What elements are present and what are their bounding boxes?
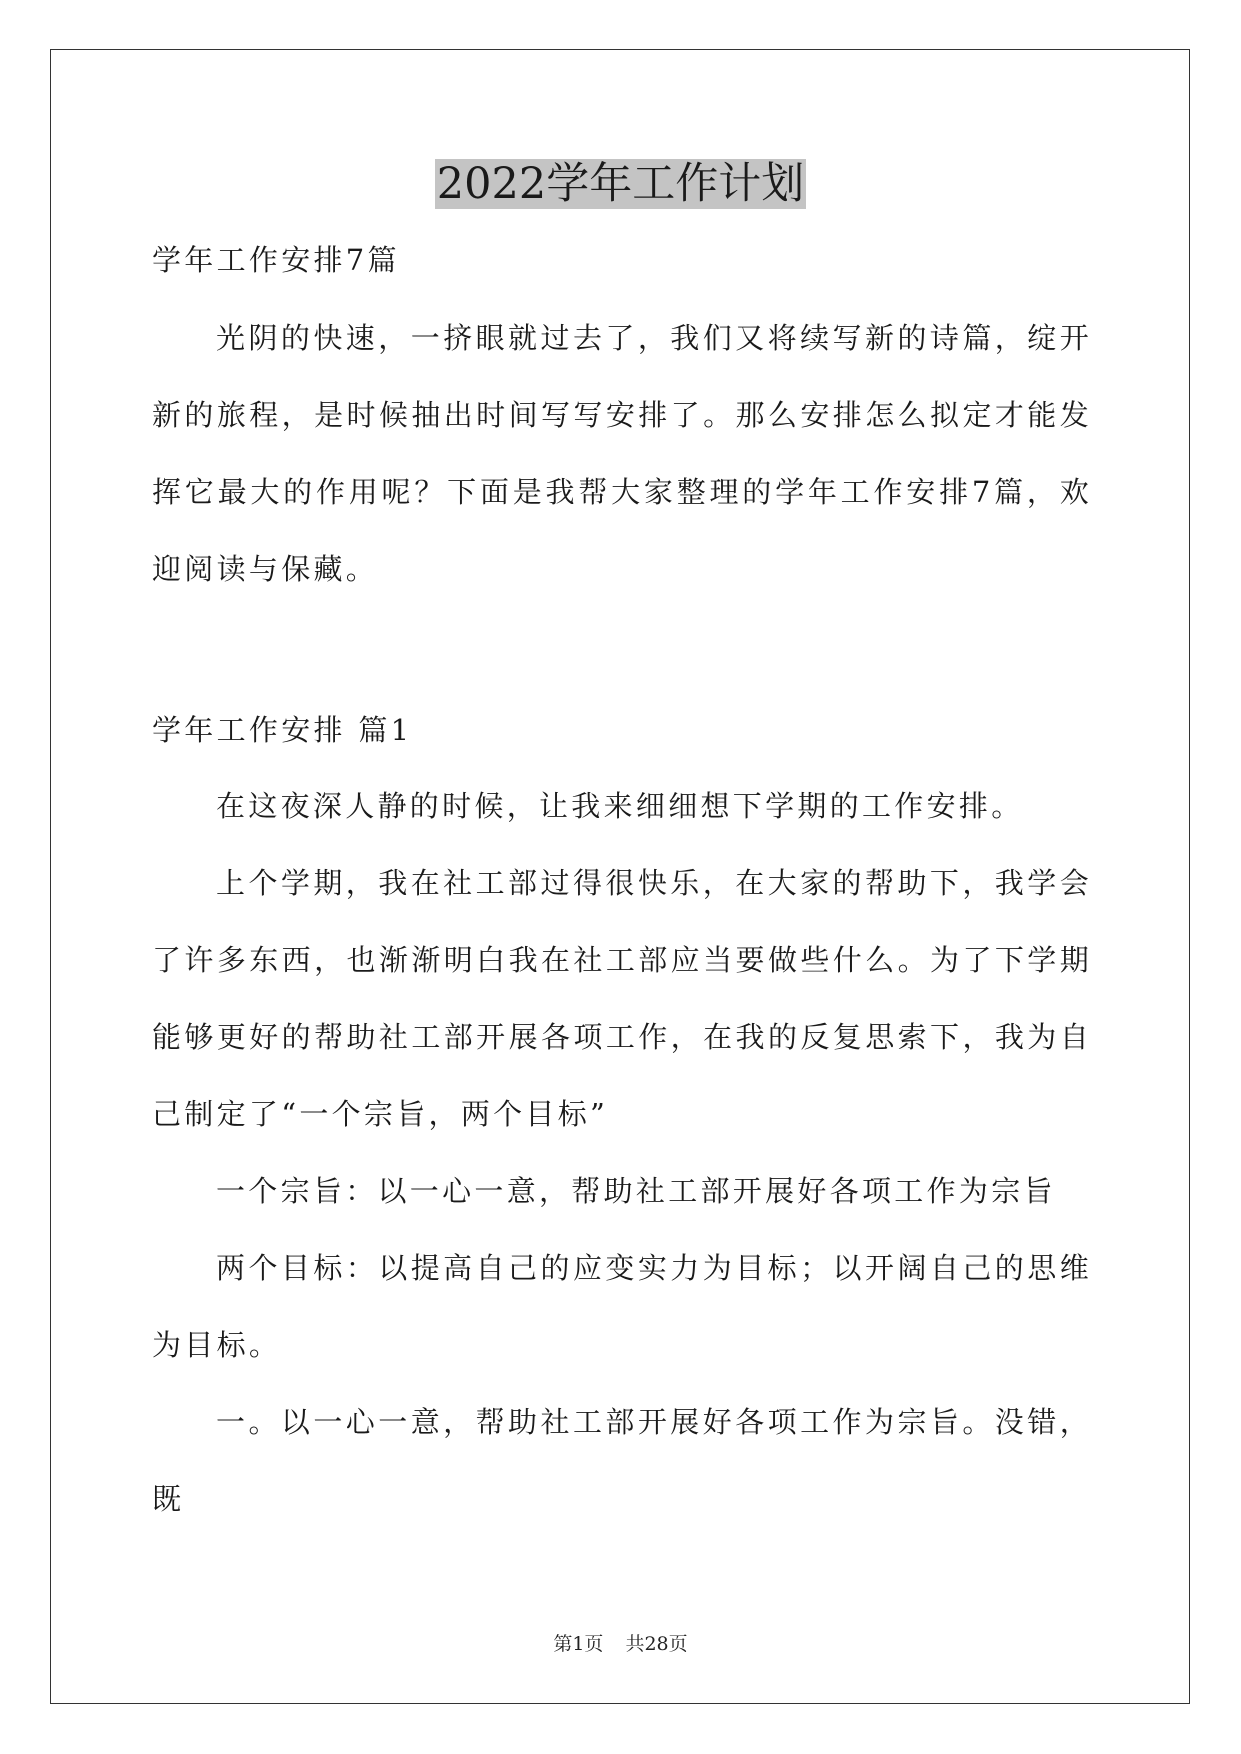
body-paragraph-4: 两个目标：以提高自己的应变实力为目标；以开阔自己的思维为目标。 xyxy=(152,1251,1092,1362)
document-title-text: 2022学年工作计划 xyxy=(436,159,805,209)
page-total: 共28页 xyxy=(625,1633,688,1655)
body-paragraph-3: 一个宗旨：以一心一意，帮助社工部开展好各项工作为宗旨 xyxy=(216,1174,1056,1208)
page-number: 第1页 xyxy=(553,1633,604,1655)
body-paragraph-1: 在这夜深人静的时候，让我来细细想下学期的工作安排。 xyxy=(216,789,1024,823)
body-paragraph-2: 上个学期，我在社工部过得很快乐，在大家的帮助下，我学会了许多东西，也渐渐明白我在社工部应当要做些什么。为了下学期能够更好的帮助社工部开展各项工作，在我的反复思索下，我为自己制定了“一个宗旨，两个目标” xyxy=(152,866,1092,1131)
section-heading: 学年工作安排 篇1 xyxy=(152,713,413,747)
document-title xyxy=(0,153,1241,215)
page-footer xyxy=(0,1629,1241,1656)
document-body xyxy=(152,232,1092,1538)
intro-paragraph: 光阴的快速，一挤眼就过去了，我们又将续写新的诗篇，绽开新的旅程，是时候抽出时间写写安排了。那么安排怎么拟定才能发挥它最大的作用呢？下面是我帮大家整理的学年工作安排7篇，欢迎阅读与保藏。 xyxy=(152,321,1092,586)
document-subtitle: 学年工作安排7篇 xyxy=(152,243,400,277)
body-paragraph-5: 一。以一心一意，帮助社工部开展好各项工作为宗旨。没错，既 xyxy=(152,1405,1092,1516)
